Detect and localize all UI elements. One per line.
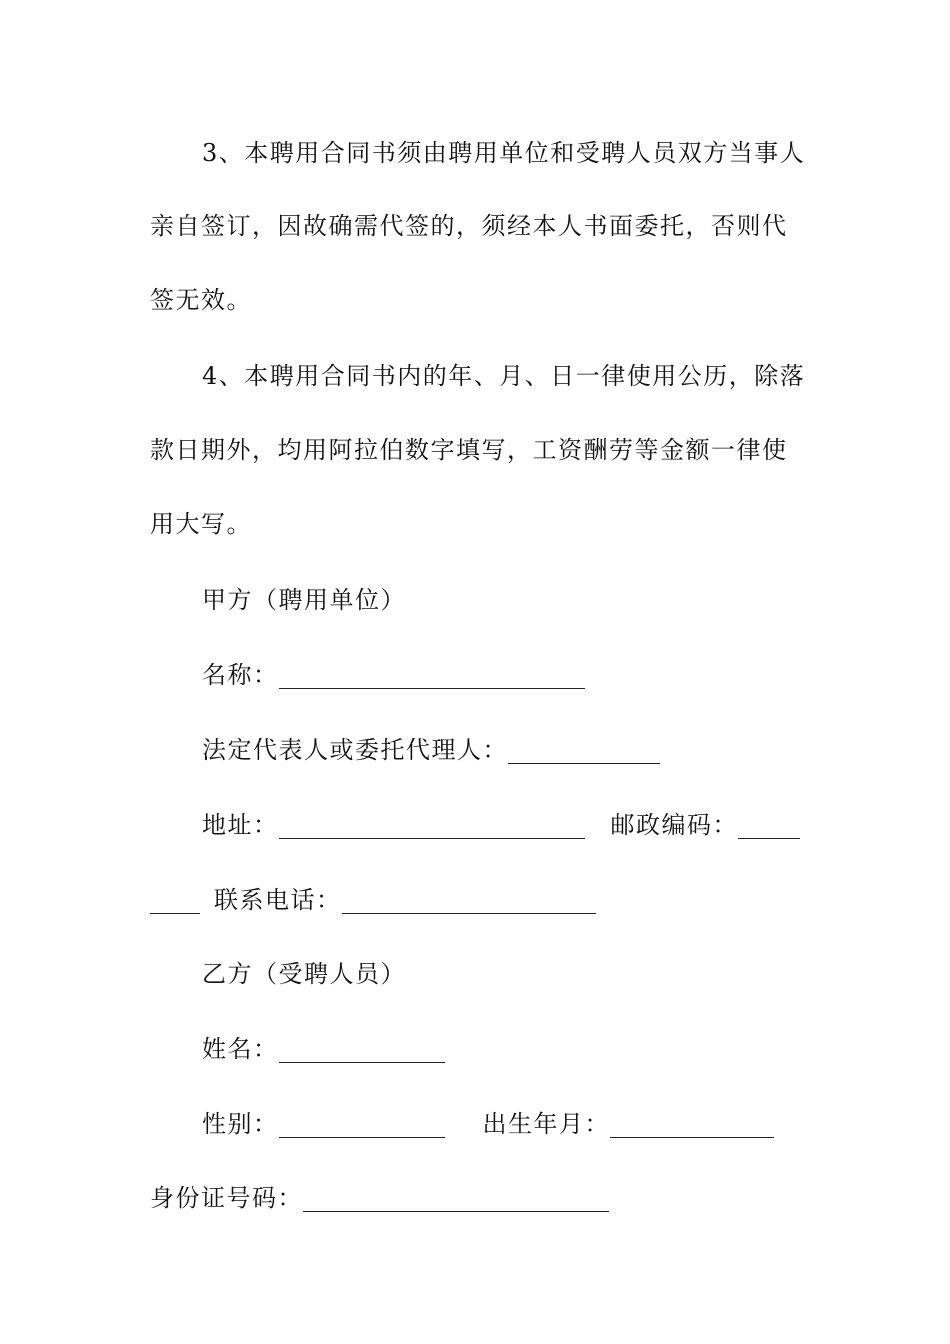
clause-3-line-1: 3、本聘用合同书须由聘用单位和受聘人员双方当事人	[202, 139, 806, 167]
clause-3-line-3: 签无效。	[150, 286, 252, 314]
party-a-name-row	[150, 655, 810, 695]
party-a-rep-row	[150, 730, 810, 770]
clause-4-line-3: 用大写。	[150, 510, 252, 538]
party-a-rep-blank	[508, 762, 660, 764]
party-a-rep-label: 法定代表人或委托代理人：	[202, 736, 508, 764]
party-b-heading: 乙方（受聘人员）	[202, 960, 406, 988]
party-a-address-label: 地址：	[202, 811, 279, 839]
party-a-name-blank	[279, 687, 585, 689]
party-b-gender-label: 性别：	[202, 1110, 279, 1138]
party-a-postcode-blank-cont	[150, 912, 200, 914]
party-a-address-row	[150, 805, 810, 845]
party-b-name-label: 姓名：	[202, 1035, 279, 1063]
party-a-address-blank	[279, 837, 585, 839]
party-a-postcode-label: 邮政编码：	[610, 811, 738, 839]
party-b-id-label: 身份证号码：	[150, 1184, 303, 1212]
party-b-birth-blank	[610, 1136, 774, 1138]
party-a-phone-label: 联系电话：	[214, 886, 342, 914]
party-a-phone-blank	[342, 912, 596, 914]
party-b-gender-row	[150, 1104, 810, 1144]
party-b-id-row	[150, 1178, 810, 1218]
party-b-id-blank	[303, 1210, 609, 1212]
party-a-postcode-blank	[738, 837, 800, 839]
party-b-name-blank	[279, 1061, 445, 1063]
party-a-heading: 甲方（聘用单位）	[202, 586, 406, 614]
party-b-birth-label: 出生年月：	[482, 1110, 610, 1138]
clause-3-line-2: 亲自签订，因故确需代签的，须经本人书面委托，否则代	[150, 212, 788, 240]
party-b-gender-blank	[279, 1136, 445, 1138]
clause-4-line-2: 款日期外，均用阿拉伯数字填写，工资酬劳等金额一律使	[150, 436, 788, 464]
clause-4-line-1: 4、本聘用合同书内的年、月、日一律使用公历，除落	[202, 362, 806, 390]
party-a-name-label: 名称：	[202, 661, 279, 689]
party-b-name-row	[150, 1029, 810, 1069]
party-a-phone-row	[150, 880, 810, 920]
